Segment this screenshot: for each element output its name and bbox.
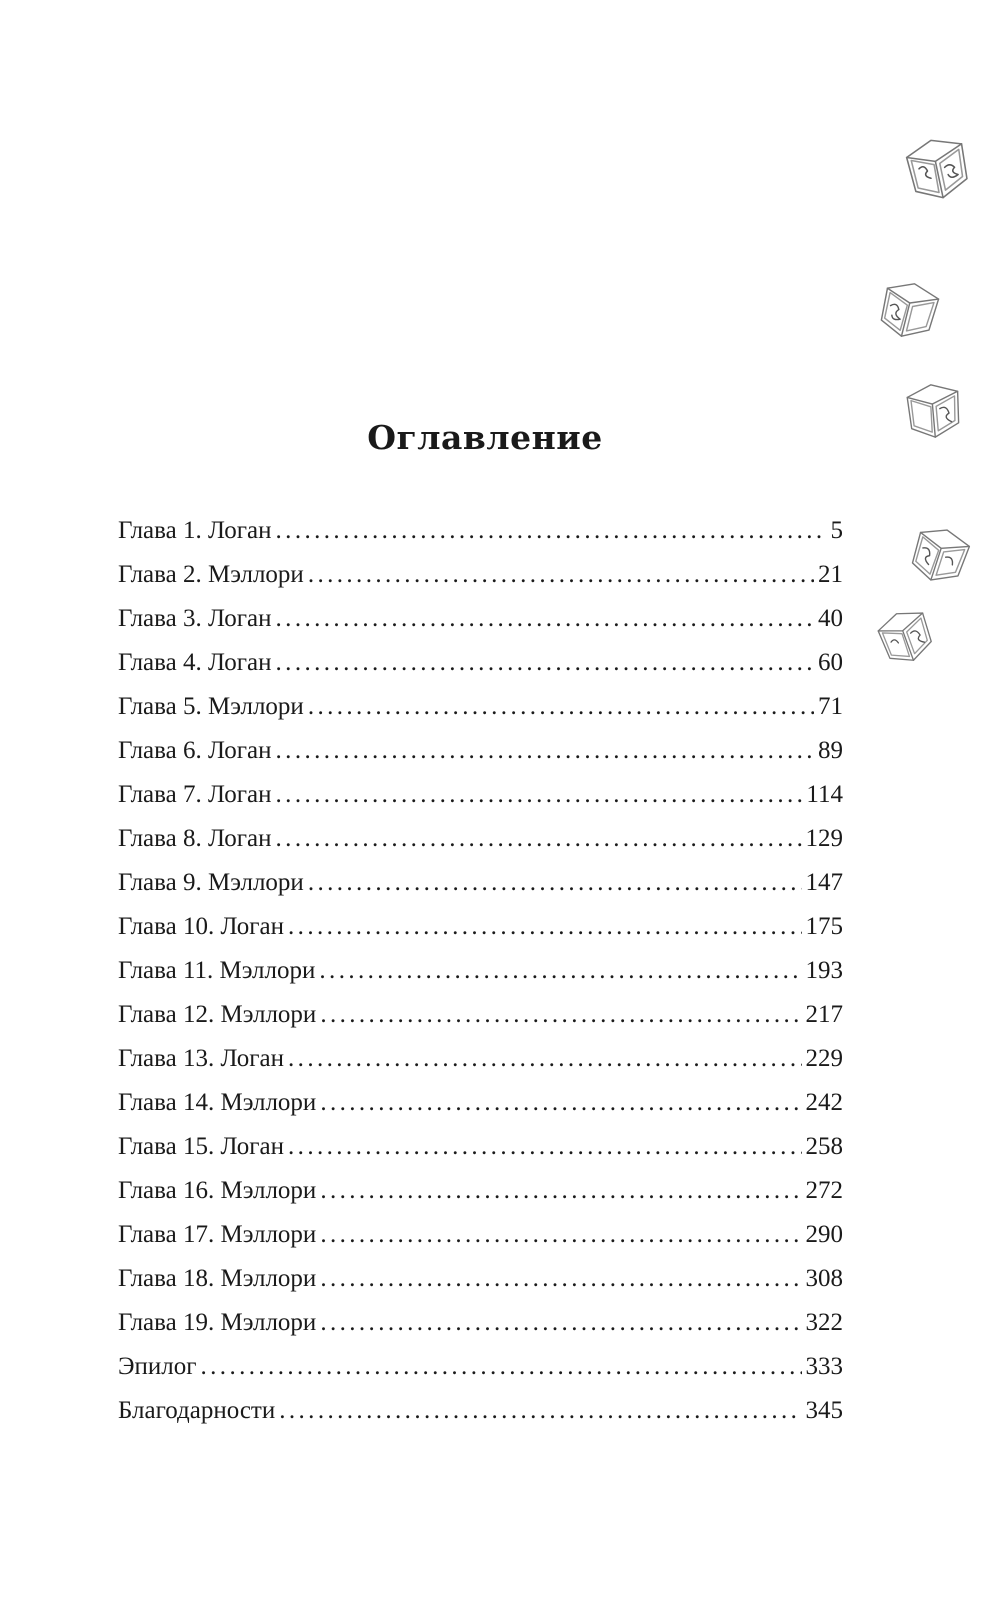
toc-entry[interactable] bbox=[118, 905, 843, 949]
toc-entry-label: Глава 7. Логан bbox=[118, 781, 272, 808]
toc-entry-page: 272 bbox=[805, 1177, 843, 1204]
toc-entry-label: Глава 1. Логан bbox=[118, 517, 272, 544]
toc-entry-label: Глава 3. Логан bbox=[118, 605, 272, 632]
dot-leader bbox=[288, 1037, 801, 1081]
toc-entry-label: Глава 8. Логан bbox=[118, 825, 272, 852]
toc-entry-label: Глава 2. Мэллори bbox=[118, 561, 304, 588]
page-title: Оглавление bbox=[367, 418, 603, 457]
toc-entry-label: Благодарности bbox=[118, 1397, 276, 1424]
dot-leader bbox=[276, 597, 814, 641]
table-of-contents bbox=[118, 509, 843, 1433]
dot-leader bbox=[279, 1389, 801, 1433]
toc-entry[interactable] bbox=[118, 685, 843, 729]
ice-cube-icon bbox=[863, 595, 948, 680]
dot-leader bbox=[320, 1257, 801, 1301]
toc-entry-page: 175 bbox=[805, 913, 843, 940]
toc-entry[interactable] bbox=[118, 1389, 843, 1433]
toc-entry[interactable] bbox=[118, 1169, 843, 1213]
toc-entry-label: Глава 19. Мэллори bbox=[118, 1309, 317, 1336]
toc-entry-page: 21 bbox=[818, 561, 843, 588]
toc-entry-page: 193 bbox=[805, 957, 843, 984]
toc-entry[interactable] bbox=[118, 1301, 843, 1345]
toc-entry-page: 129 bbox=[805, 825, 843, 852]
dot-leader bbox=[288, 1125, 801, 1169]
toc-entry-label: Глава 16. Мэллори bbox=[118, 1177, 317, 1204]
toc-entry-label: Глава 12. Мэллори bbox=[118, 1001, 317, 1028]
toc-entry-label: Глава 14. Мэллори bbox=[118, 1089, 317, 1116]
dot-leader bbox=[320, 1169, 801, 1213]
toc-entry[interactable] bbox=[118, 1345, 843, 1389]
toc-entry-label: Глава 13. Логан bbox=[118, 1045, 285, 1072]
toc-entry[interactable] bbox=[118, 861, 843, 905]
toc-entry[interactable] bbox=[118, 1037, 843, 1081]
toc-entry-page: 60 bbox=[818, 649, 843, 676]
toc-entry-page: 345 bbox=[805, 1397, 843, 1424]
toc-entry[interactable] bbox=[118, 817, 843, 861]
toc-entry[interactable] bbox=[118, 1081, 843, 1125]
toc-entry-page: 89 bbox=[818, 737, 843, 764]
toc-entry-page: 258 bbox=[805, 1133, 843, 1160]
dot-leader bbox=[201, 1345, 802, 1389]
toc-entry-label: Глава 6. Логан bbox=[118, 737, 272, 764]
toc-entry[interactable] bbox=[118, 1257, 843, 1301]
ice-cube-icon bbox=[864, 266, 951, 353]
toc-entry-page: 333 bbox=[805, 1353, 843, 1380]
toc-entry[interactable] bbox=[118, 597, 843, 641]
dot-leader bbox=[319, 949, 801, 993]
toc-entry[interactable] bbox=[118, 509, 843, 553]
toc-entry[interactable] bbox=[118, 1213, 843, 1257]
toc-entry-label: Глава 4. Логан bbox=[118, 649, 272, 676]
toc-entry-label: Эпилог bbox=[118, 1353, 197, 1380]
toc-entry-page: 114 bbox=[806, 781, 843, 808]
dot-leader bbox=[308, 861, 802, 905]
dot-leader bbox=[276, 773, 803, 817]
toc-entry-page: 229 bbox=[805, 1045, 843, 1072]
toc-entry-page: 242 bbox=[805, 1089, 843, 1116]
toc-entry-page: 40 bbox=[818, 605, 843, 632]
ice-cube-icon bbox=[895, 373, 971, 449]
dot-leader bbox=[276, 817, 802, 861]
dot-leader bbox=[308, 685, 814, 729]
toc-entry-page: 5 bbox=[830, 517, 843, 544]
toc-entry[interactable] bbox=[118, 949, 843, 993]
toc-entry-label: Глава 15. Логан bbox=[118, 1133, 285, 1160]
dot-leader bbox=[320, 1081, 801, 1125]
ice-cube-icon bbox=[895, 511, 983, 599]
toc-entry-label: Глава 10. Логан bbox=[118, 913, 285, 940]
toc-entry-page: 290 bbox=[805, 1221, 843, 1248]
dot-leader bbox=[276, 641, 814, 685]
dot-leader bbox=[276, 729, 814, 773]
dot-leader bbox=[320, 993, 801, 1037]
toc-entry-label: Глава 18. Мэллори bbox=[118, 1265, 317, 1292]
toc-entry[interactable] bbox=[118, 641, 843, 685]
toc-entry[interactable] bbox=[118, 773, 843, 817]
toc-entry-page: 217 bbox=[805, 1001, 843, 1028]
toc-entry-page: 322 bbox=[805, 1309, 843, 1336]
toc-entry-page: 71 bbox=[818, 693, 843, 720]
toc-entry-label: Глава 17. Мэллори bbox=[118, 1221, 317, 1248]
dot-leader bbox=[308, 553, 814, 597]
dot-leader bbox=[288, 905, 801, 949]
toc-entry-label: Глава 11. Мэллори bbox=[118, 957, 316, 984]
dot-leader bbox=[276, 509, 827, 553]
toc-entry[interactable] bbox=[118, 729, 843, 773]
toc-entry-page: 147 bbox=[805, 869, 843, 896]
toc-entry-label: Глава 9. Мэллори bbox=[118, 869, 304, 896]
ice-cube-icon bbox=[891, 123, 984, 216]
toc-entry[interactable] bbox=[118, 553, 843, 597]
toc-entry[interactable] bbox=[118, 993, 843, 1037]
dot-leader bbox=[320, 1301, 801, 1345]
toc-entry[interactable] bbox=[118, 1125, 843, 1169]
toc-entry-label: Глава 5. Мэллори bbox=[118, 693, 304, 720]
toc-entry-page: 308 bbox=[805, 1265, 843, 1292]
dot-leader bbox=[320, 1213, 801, 1257]
